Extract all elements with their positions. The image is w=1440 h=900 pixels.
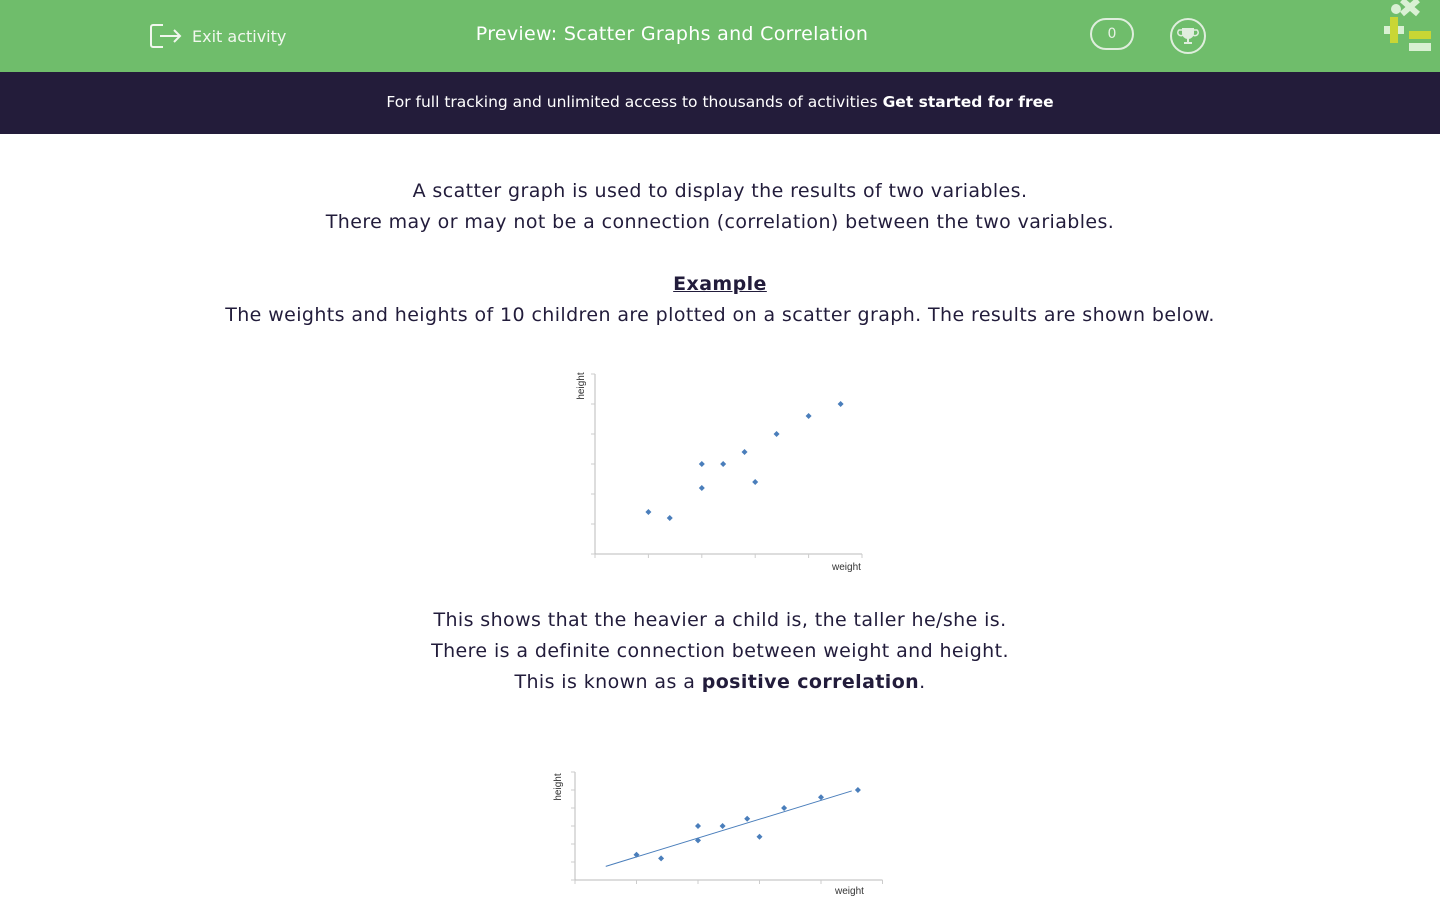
intro-line-1: A scatter graph is used to display the results of two variables.: [412, 180, 1028, 202]
positive-correlation-term: positive correlation: [701, 671, 920, 693]
data-point: [634, 852, 640, 858]
data-point: [742, 449, 748, 455]
data-point: [695, 823, 701, 829]
data-point: [806, 413, 812, 419]
data-point: [774, 431, 780, 437]
data-point: [752, 479, 758, 485]
data-point: [781, 805, 787, 811]
example-text: The weights and heights of 10 children are plotted on a scatter graph. The results are shown below.: [225, 304, 1215, 326]
data-point: [838, 401, 844, 407]
data-point: [757, 834, 763, 840]
data-point: [667, 515, 673, 521]
intro-line-2: There may or may not be a connection (correlation) between the two variables.: [325, 211, 1115, 233]
x-axis-label: weight: [835, 886, 864, 897]
conclusion-period: .: [919, 671, 926, 693]
conclusion-text: This is known as a: [514, 671, 702, 693]
data-point: [720, 823, 726, 829]
conclusion-line-2: There is a definite connection between weight and height.: [431, 640, 1009, 662]
x-axis-label: weight: [832, 562, 861, 573]
example-heading: Example: [673, 273, 767, 295]
banner-text: For full tracking and unlimited access to thousands of activities: [386, 93, 883, 111]
data-point: [699, 461, 705, 467]
score-badge: 0: [1090, 18, 1134, 50]
data-point: [699, 485, 705, 491]
data-point: [855, 787, 861, 793]
conclusion-line-1: This shows that the heavier a child is, the taller he/she is.: [433, 609, 1007, 631]
trend-line: [606, 791, 852, 866]
data-point: [645, 509, 651, 515]
data-point: [744, 816, 750, 822]
data-point: [720, 461, 726, 467]
y-axis-label: height: [553, 773, 564, 801]
data-point: [658, 855, 664, 861]
page-title: Preview: Scatter Graphs and Correlation: [475, 23, 869, 45]
exit-activity-label: Exit activity: [192, 26, 287, 46]
get-started-link[interactable]: Get started for free: [882, 93, 1054, 111]
y-axis-label: height: [576, 372, 587, 400]
